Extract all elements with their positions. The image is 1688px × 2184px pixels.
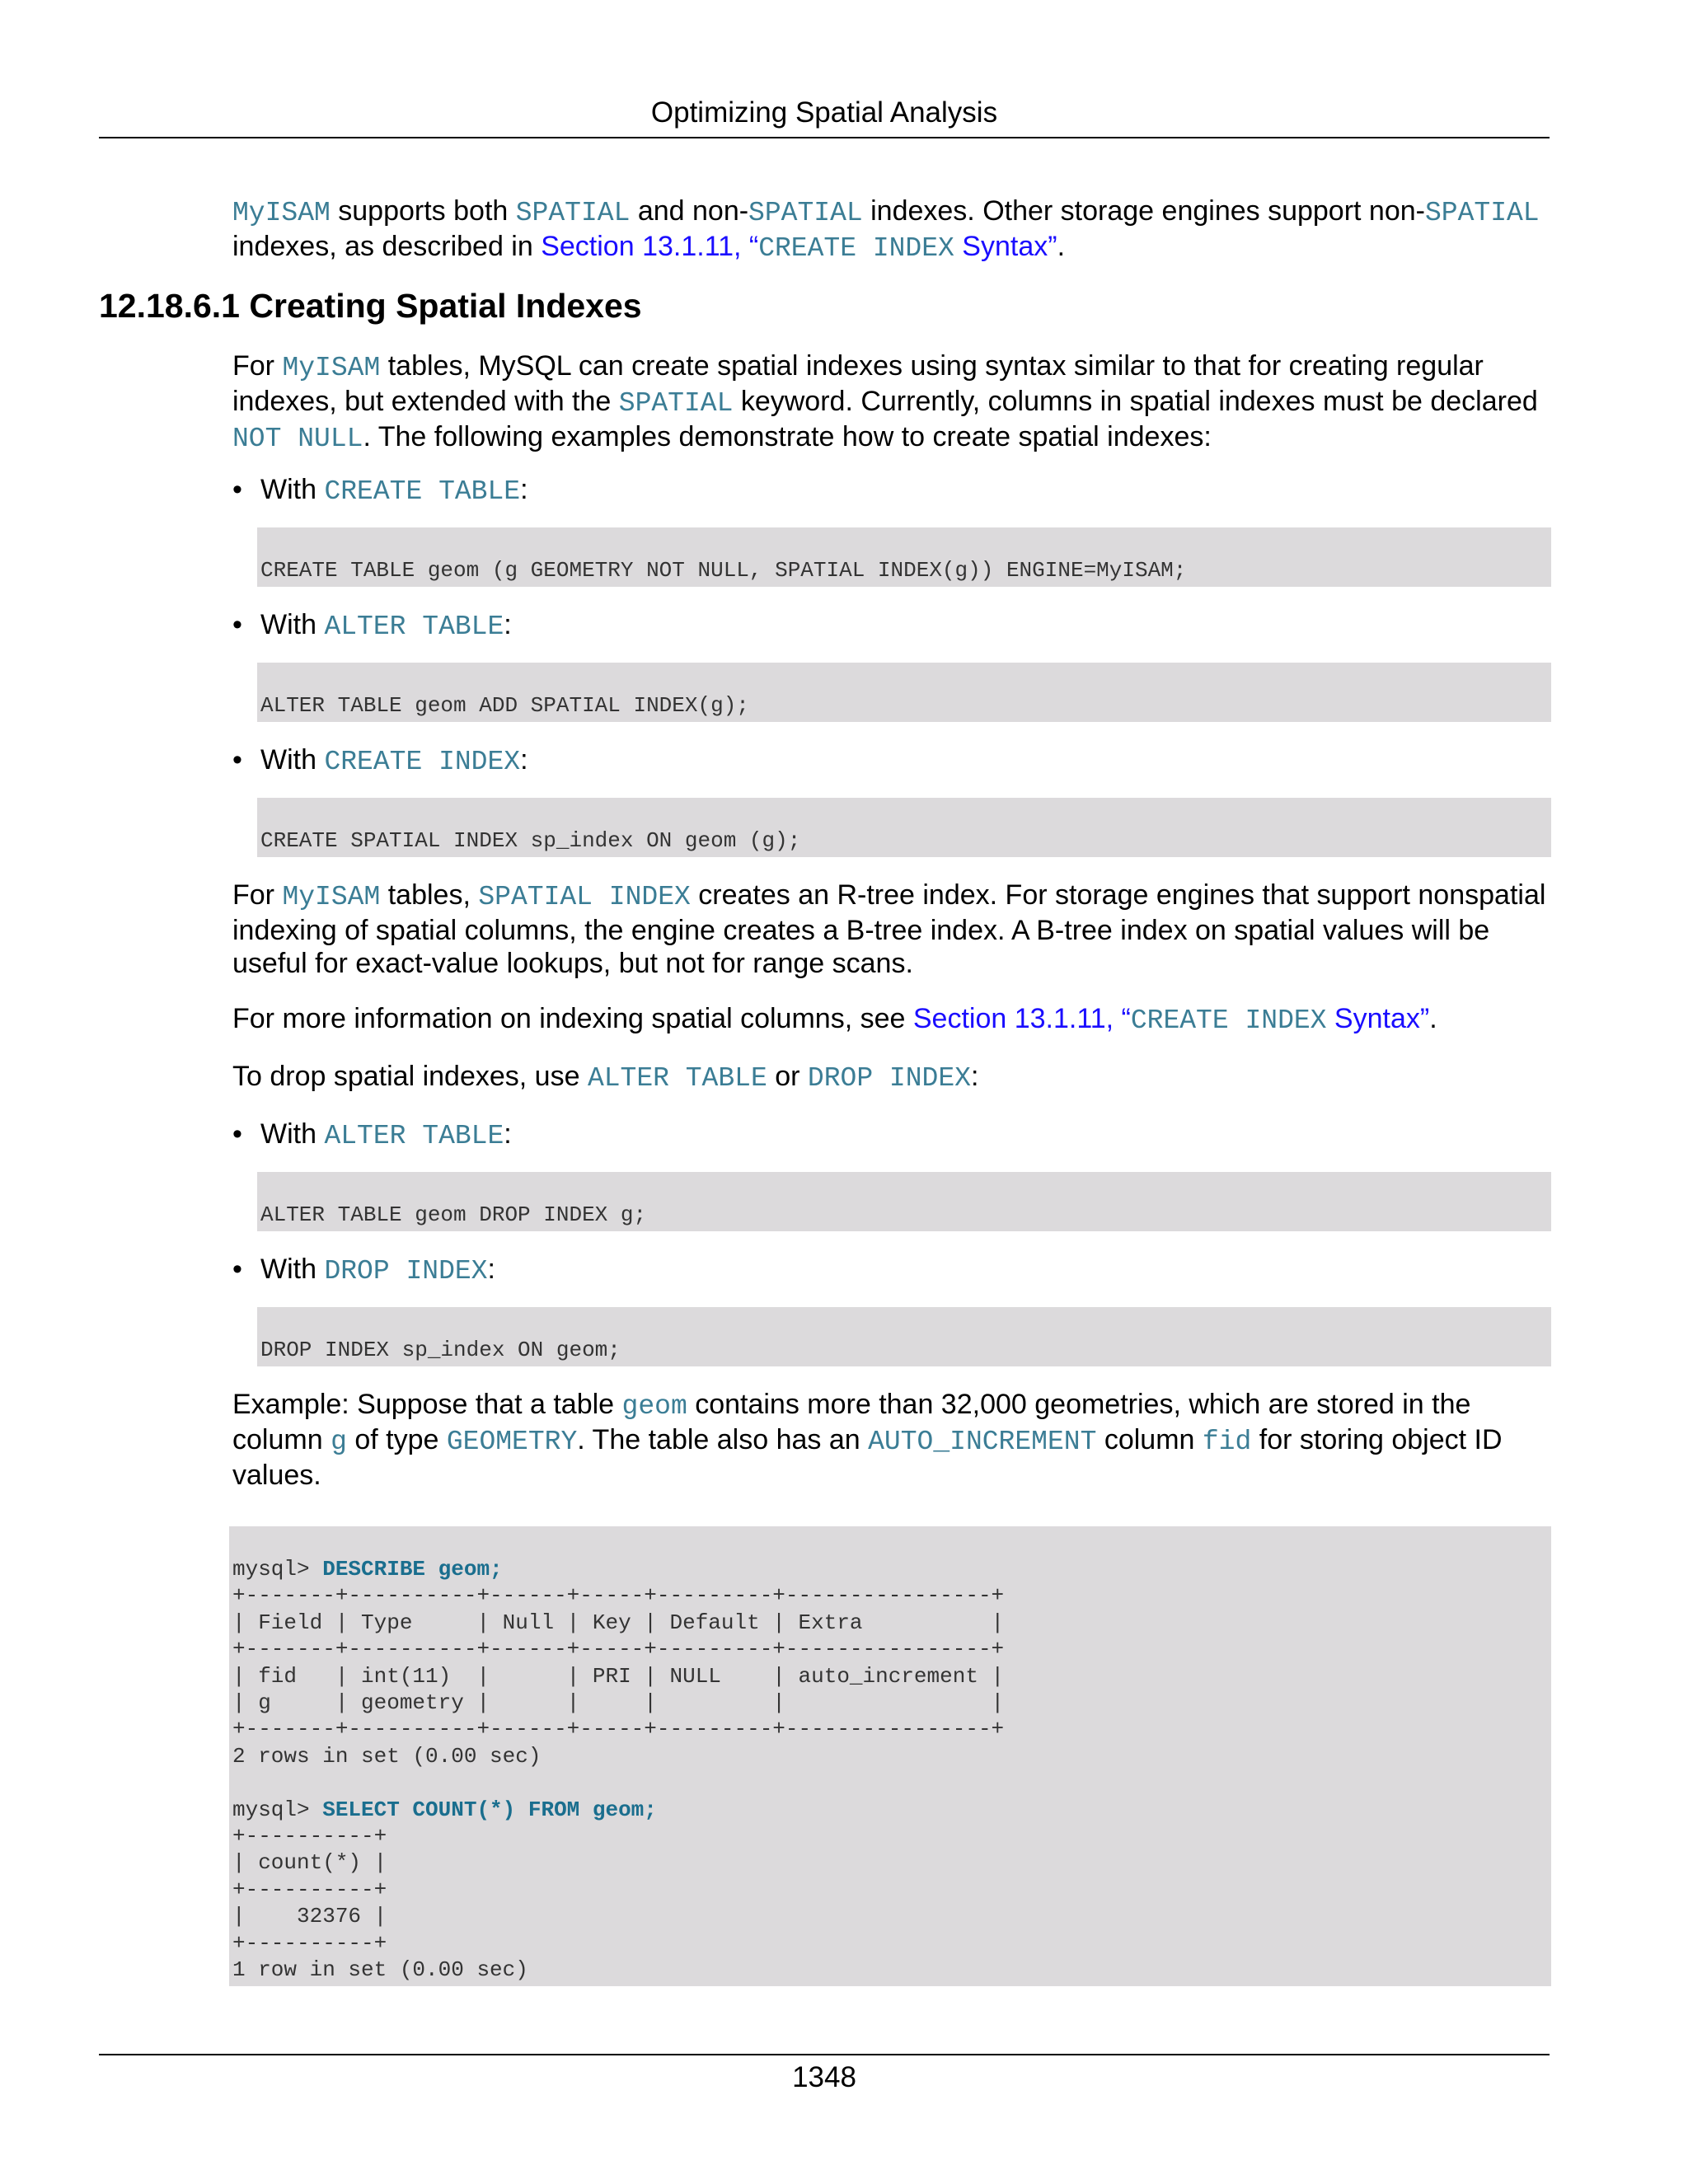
intro-paragraph: MyISAM supports both SPATIAL and non-SPATIAL indexes. Other storage engines support non-SPATIAL indexes, as described in Section 13.1.11, “CREATE INDEX Syntax”. bbox=[232, 195, 1540, 264]
count-table-output: +----------+ | count(*) | +----------+ | 32376 | +----------+ 1 row in set (0.00 sec) bbox=[232, 1824, 528, 1983]
page-number: 1348 bbox=[792, 2061, 856, 2093]
section-heading: 12.18.6.1 Creating Spatial Indexes bbox=[99, 287, 642, 325]
code-example: CREATE SPATIAL INDEX sp_index ON geom (g); bbox=[257, 798, 1551, 857]
footer-rule bbox=[99, 2054, 1550, 2055]
list-item: • With DROP INDEX: bbox=[232, 1254, 495, 1286]
console-command: SELECT COUNT(*) FROM geom; bbox=[322, 1797, 657, 1822]
paragraph-drop: To drop spatial indexes, use ALTER TABLE or DROP INDEX: bbox=[232, 1061, 979, 1094]
list-item: • With ALTER TABLE: bbox=[232, 1118, 512, 1151]
console-command: DESCRIBE geom; bbox=[322, 1557, 503, 1582]
list-item: • With CREATE INDEX: bbox=[232, 744, 528, 777]
list-item: • With ALTER TABLE: bbox=[232, 609, 512, 642]
code-example: ALTER TABLE geom ADD SPATIAL INDEX(g); bbox=[257, 663, 1551, 722]
code-example: CREATE TABLE geom (g GEOMETRY NOT NULL, SPATIAL INDEX(g)) ENGINE=MyISAM; bbox=[257, 527, 1551, 587]
mysql-console-output: mysql> DESCRIBE geom; +-------+----------+------+-----+---------+----------------+ | Field | Type | Null | Key | Default | Extra | +-------+----------+------+-----+---------+----------------+ | fid | int(11) | | PRI | NULL | auto_increment | | g | geometry | | | | | +-------+----------+------+-----+---------+----------------+ 2 rows in set (0.00 sec) mysql> SELECT COUNT(*) FROM geom; +----------+ | count(*) | +----------+ | 32376 | +----------+ 1 row in set (0.00 sec) bbox=[229, 1526, 1551, 1986]
paragraph-more-info: For more information on indexing spatial columns, see Section 13.1.11, “CREATE INDEX Syntax”. bbox=[232, 1003, 1437, 1036]
describe-table-output: +-------+----------+------+-----+---------+----------------+ | Field | Type | Null | Key | Default | Extra | +-------+----------+------+-----+---------+----------------+ | fid | int(11) | | PRI | NULL | auto_increment | | g | geometry | | | | | +-------+----------+------+-----+---------+----------------+ 2 rows in set (0.00 sec) bbox=[232, 1583, 1005, 1769]
header-rule bbox=[99, 137, 1550, 138]
code-example: DROP INDEX sp_index ON geom; bbox=[257, 1307, 1551, 1366]
code-myisam: MyISAM bbox=[232, 198, 331, 228]
section-link-create-index[interactable]: Section 13.1.11, “CREATE INDEX Syntax” bbox=[541, 231, 1057, 264]
code-example: ALTER TABLE geom DROP INDEX g; bbox=[257, 1172, 1551, 1231]
list-item: • With CREATE TABLE: bbox=[232, 474, 528, 507]
section-link-create-index[interactable]: Section 13.1.11, “CREATE INDEX Syntax” bbox=[912, 1003, 1430, 1036]
paragraph-rtree: For MyISAM tables, SPATIAL INDEX creates an R-tree index. For storage engines that support nonspatial indexing of spatial columns, the engine creates a B-tree index. A B-tree index on spatial values will be useful for exact-value lookups, but not for range scans. bbox=[232, 879, 1546, 979]
running-header: Optimizing Spatial Analysis bbox=[650, 96, 998, 129]
paragraph-example: Example: Suppose that a table geom contains more than 32,000 geometries, which are stored in the column g of type GEOMETRY. The table also has an AUTO_INCREMENT column fid for storing object ID values. bbox=[232, 1389, 1503, 1491]
paragraph-creating: For MyISAM tables, MySQL can create spatial indexes using syntax similar to that for creating regular indexes, but extended with the SPATIAL keyword. Currently, columns in spatial indexes must be declared NOT NULL. The following examples demonstrate how to create spatial indexes: bbox=[232, 350, 1538, 454]
